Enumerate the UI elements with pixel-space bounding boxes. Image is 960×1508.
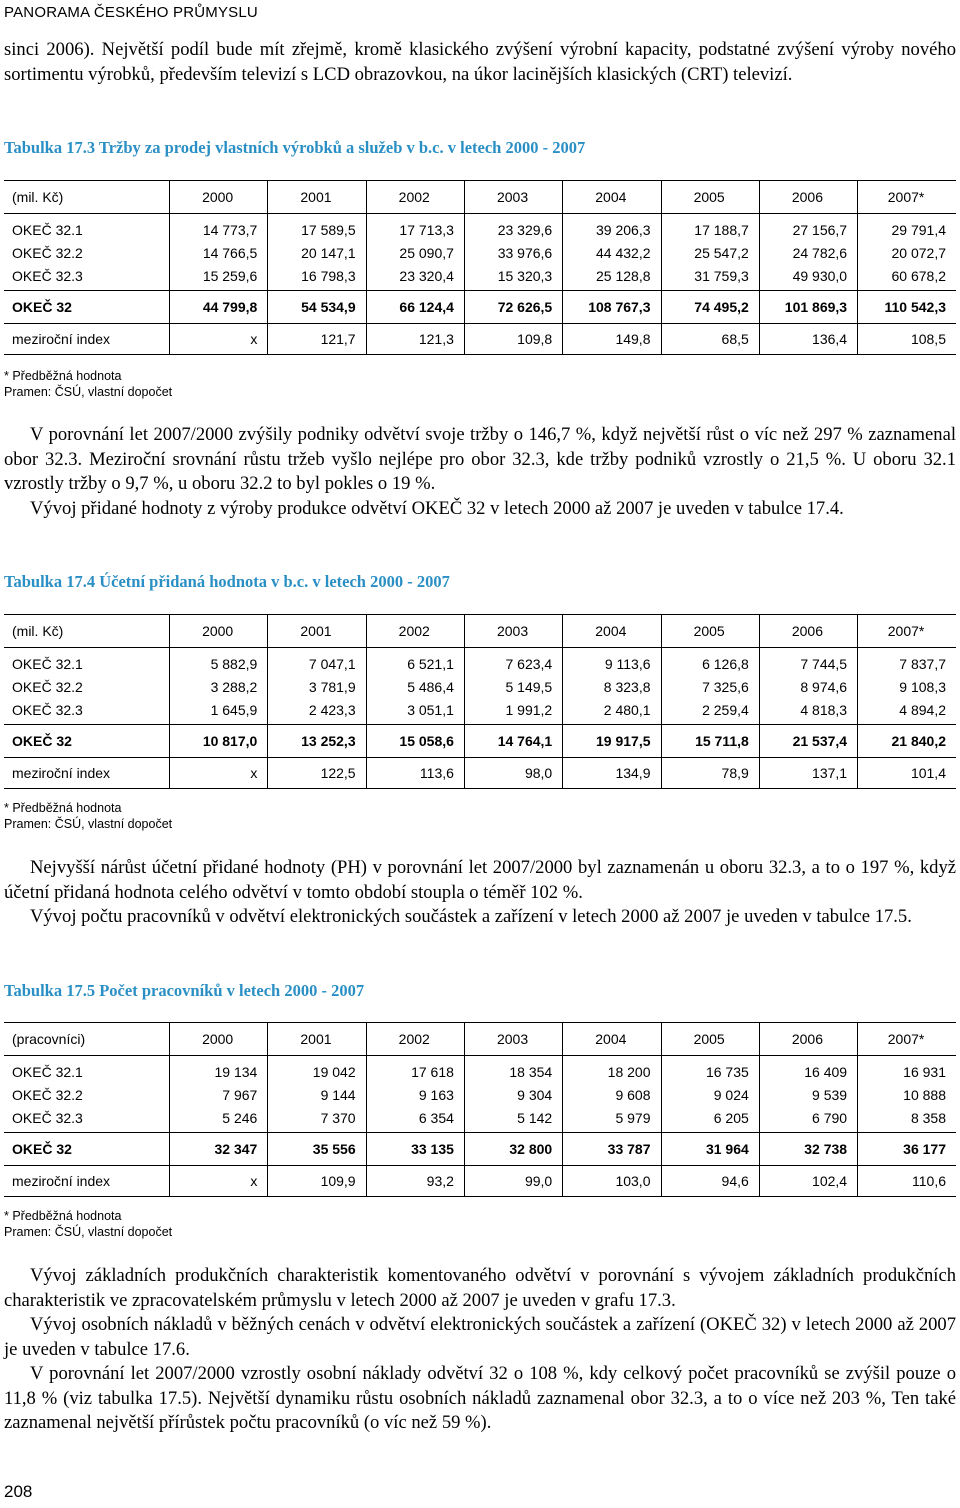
value-cell: 2 423,3: [268, 698, 366, 721]
value-cell: 18 200: [563, 1060, 661, 1083]
value-cell: 39 206,3: [563, 218, 661, 241]
value-cell: 33 976,6: [464, 241, 562, 264]
value-cell: 7 837,7: [858, 652, 956, 675]
row-label: meziroční index: [4, 324, 170, 355]
value-cell: 1 991,2: [464, 698, 562, 721]
total-cell: 32 800: [464, 1133, 562, 1166]
year-header: 2002: [366, 1023, 464, 1056]
year-header: 2000: [170, 181, 268, 214]
year-header: 2004: [563, 615, 661, 648]
index-cell: 99,0: [464, 1166, 562, 1197]
index-cell: 68,5: [661, 324, 759, 355]
table-17-3-notes: [4, 368, 172, 400]
value-cell: 14 773,7: [170, 218, 268, 241]
paragraph-block-3: [4, 1264, 956, 1436]
value-cell: 23 329,6: [464, 218, 562, 241]
year-header: 2005: [661, 1023, 759, 1056]
row-label: meziroční index: [4, 758, 170, 789]
total-cell: 32 347: [170, 1133, 268, 1166]
value-cell: 1 645,9: [170, 698, 268, 721]
total-cell: 33 787: [563, 1133, 661, 1166]
total-cell: 21 840,2: [858, 725, 956, 758]
year-header: 2007*: [858, 181, 956, 214]
paragraph-block-1: [4, 423, 956, 521]
index-cell: x: [170, 1166, 268, 1197]
year-header: 2004: [563, 1023, 661, 1056]
year-header: 2003: [464, 1023, 562, 1056]
index-cell: 109,8: [464, 324, 562, 355]
year-header: 2005: [661, 615, 759, 648]
unit-label: (mil. Kč): [4, 615, 170, 648]
value-cell: 2 480,1: [563, 698, 661, 721]
value-cell: 7 623,4: [464, 652, 562, 675]
paragraph-personnel-costs-growth: V porovnání let 2007/2000 vzrostly osobní náklady odvětví 32 o 108 %, kdy celkový počet pracovníků se zvýšil pouze o 11,8 % (viz tabulka 17.5). Největší dynamiku růstu osobních nákladů zaznamenal obor 32.3, a to o více než 203 %, Ten také zaznamenal největší přírůstek počtu pracovníků (o víc než 59 %).: [4, 1363, 956, 1433]
row-label: OKEČ 32.2: [12, 244, 83, 261]
total-cell: 14 764,1: [464, 725, 562, 758]
total-cell: 110 542,3: [858, 291, 956, 324]
value-cell: 6 126,8: [661, 652, 759, 675]
paragraph-sales-comparison: V porovnání let 2007/2000 zvýšily podniky odvětví svoje tržby o 146,7 %, když největší růst o víc než 297 % zaznamenal obor 32.3. Meziroční srovnání růstu tržeb vyšlo nejlépe pro obor 32.3, kde tržby podniků vzrostly o 21,5 %. U oboru 32.1 vzrostly tržby o 9,7 %, u oboru 32.2 to byl pokles o 19 %.: [4, 424, 956, 494]
value-cell: 7 744,5: [759, 652, 857, 675]
index-cell: 134,9: [563, 758, 661, 789]
value-cell: 25 128,8: [563, 264, 661, 287]
table-17-4-caption: Tabulka 17.4 Účetní přidaná hodnota v b.c. v letech 2000 - 2007: [4, 572, 450, 591]
value-cell: 9 108,3: [858, 675, 956, 698]
index-cell: 103,0: [563, 1166, 661, 1197]
row-label: OKEČ 32.2: [12, 678, 83, 695]
year-header: 2002: [366, 615, 464, 648]
total-cell: 72 626,5: [464, 291, 562, 324]
value-cell: 19 134: [170, 1060, 268, 1083]
year-header: 2001: [268, 615, 366, 648]
value-cell: 9 144: [268, 1083, 366, 1106]
source-note: Pramen: ČSÚ, vlastní dopočet: [4, 1225, 173, 1239]
value-cell: 3 781,9: [268, 675, 366, 698]
value-cell: 15 259,6: [170, 264, 268, 287]
total-row: [4, 725, 956, 758]
row-label: OKEČ 32.1: [12, 1063, 83, 1080]
row-label: OKEČ 32.1: [12, 221, 83, 238]
year-header: 2007*: [858, 1023, 956, 1056]
running-header: PANORAMA ČESKÉHO PRŮMYSLU: [4, 4, 258, 21]
year-header: 2005: [661, 181, 759, 214]
total-cell: 21 537,4: [759, 725, 857, 758]
year-header: 2000: [170, 1023, 268, 1056]
total-cell: 36 177: [858, 1133, 956, 1166]
index-cell: 121,7: [268, 324, 366, 355]
year-header: 2002: [366, 181, 464, 214]
year-header: 2004: [563, 181, 661, 214]
value-cell: 31 759,3: [661, 264, 759, 287]
table-row: [4, 218, 956, 241]
value-cell: 6 205: [661, 1106, 759, 1129]
table-row: [4, 1083, 956, 1106]
paragraph-personnel-costs-ref: Vývoj osobních nákladů v běžných cenách v odvětví elektronických součástek a zařízení (OKEČ 32) v letech 2000 až 2007 je uveden v tabulce 17.6.: [4, 1314, 956, 1360]
value-cell: 2 259,4: [661, 698, 759, 721]
row-label: OKEČ 32: [4, 725, 170, 758]
table-17-3-caption: Tabulka 17.3 Tržby za prodej vlastních výrobků a služeb v b.c. v letech 2000 - 2007: [4, 138, 586, 157]
value-cell: 9 539: [759, 1083, 857, 1106]
value-cell: 15 320,3: [464, 264, 562, 287]
row-label: meziroční index: [4, 1166, 170, 1197]
value-cell: 60 678,2: [858, 264, 956, 287]
total-cell: 74 495,2: [661, 291, 759, 324]
index-cell: 98,0: [464, 758, 562, 789]
paragraph-added-value-growth: Nejvyšší nárůst účetní přidané hodnoty (PH) v porovnání let 2007/2000 byl zaznamenán u oboru 32.3, a to o 197 %, když účetní přidaná hodnota celého odvětví v tomto období stoupla o téměř 102 %.: [4, 857, 956, 903]
row-label: OKEČ 32.1: [12, 655, 83, 672]
page-number: 208: [4, 1482, 33, 1501]
header-row: [4, 1023, 956, 1056]
value-cell: 20 072,7: [858, 241, 956, 264]
total-row: [4, 1133, 956, 1166]
index-cell: 93,2: [366, 1166, 464, 1197]
total-cell: 66 124,4: [366, 291, 464, 324]
value-cell: 5 979: [563, 1106, 661, 1129]
value-cell: 19 042: [268, 1060, 366, 1083]
value-cell: 9 024: [661, 1083, 759, 1106]
year-header: 2006: [759, 1023, 857, 1056]
total-cell: 44 799,8: [170, 291, 268, 324]
table-17-4: [4, 614, 956, 789]
row-label: OKEČ 32.2: [12, 1086, 83, 1103]
index-row: [4, 1166, 956, 1197]
year-header: 2006: [759, 181, 857, 214]
table-row: [4, 1106, 956, 1129]
year-header: 2007*: [858, 615, 956, 648]
index-cell: 122,5: [268, 758, 366, 789]
value-cell: 7 047,1: [268, 652, 366, 675]
total-cell: 15 711,8: [661, 725, 759, 758]
value-cell: 6 521,1: [366, 652, 464, 675]
unit-label: (pracovníci): [4, 1023, 170, 1056]
index-cell: 109,9: [268, 1166, 366, 1197]
value-cell: 14 766,5: [170, 241, 268, 264]
index-cell: x: [170, 758, 268, 789]
total-row: [4, 291, 956, 324]
table-row: [4, 241, 956, 264]
table-17-5: [4, 1022, 956, 1197]
index-row: [4, 324, 956, 355]
preliminary-note: * Předběžná hodnota: [4, 1209, 122, 1223]
value-cell: 27 156,7: [759, 218, 857, 241]
value-cell: 16 735: [661, 1060, 759, 1083]
value-cell: 17 589,5: [268, 218, 366, 241]
value-cell: 23 320,4: [366, 264, 464, 287]
value-cell: 9 113,6: [563, 652, 661, 675]
index-cell: 108,5: [858, 324, 956, 355]
value-cell: 17 713,3: [366, 218, 464, 241]
value-cell: 16 931: [858, 1060, 956, 1083]
index-cell: 102,4: [759, 1166, 857, 1197]
paragraph-intro: sinci 2006). Největší podíl bude mít zřejmě, kromě klasického zvýšení výrobní kapacity, podstatné zvýšení výroby nového sortimentu výrobků, především televizí s LCD obrazovkou, na úkor lacinějších klasických (CRT) televizí.: [4, 39, 956, 85]
source-note: Pramen: ČSÚ, vlastní dopočet: [4, 817, 173, 831]
value-cell: 7 967: [170, 1083, 268, 1106]
year-header: 2001: [268, 181, 366, 214]
value-cell: 5 882,9: [170, 652, 268, 675]
value-cell: 17 618: [366, 1060, 464, 1083]
year-header: 2000: [170, 615, 268, 648]
index-cell: 78,9: [661, 758, 759, 789]
value-cell: 5 486,4: [366, 675, 464, 698]
row-label: OKEČ 32.3: [12, 701, 83, 718]
value-cell: 44 432,2: [563, 241, 661, 264]
total-cell: 101 869,3: [759, 291, 857, 324]
index-cell: 149,8: [563, 324, 661, 355]
total-cell: 15 058,6: [366, 725, 464, 758]
value-cell: 6 354: [366, 1106, 464, 1129]
table-17-5-caption: Tabulka 17.5 Počet pracovníků v letech 2000 - 2007: [4, 981, 365, 1000]
value-cell: 49 930,0: [759, 264, 857, 287]
table-17-3: [4, 180, 956, 355]
value-cell: 4 894,2: [858, 698, 956, 721]
row-label: OKEČ 32.3: [12, 267, 83, 284]
unit-label: (mil. Kč): [4, 181, 170, 214]
value-cell: 7 370: [268, 1106, 366, 1129]
index-cell: x: [170, 324, 268, 355]
index-cell: 94,6: [661, 1166, 759, 1197]
preliminary-note: * Předběžná hodnota: [4, 369, 122, 383]
total-cell: 31 964: [661, 1133, 759, 1166]
index-cell: 110,6: [858, 1166, 956, 1197]
year-header: 2001: [268, 1023, 366, 1056]
value-cell: 25 547,2: [661, 241, 759, 264]
value-cell: 8 974,6: [759, 675, 857, 698]
value-cell: 9 608: [563, 1083, 661, 1106]
row-label: OKEČ 32: [4, 1133, 170, 1166]
table-17-4-notes: [4, 800, 172, 832]
row-label: OKEČ 32: [4, 291, 170, 324]
value-cell: 24 782,6: [759, 241, 857, 264]
header-row: [4, 181, 956, 214]
year-header: 2003: [464, 181, 562, 214]
value-cell: 10 888: [858, 1083, 956, 1106]
table-row: [4, 698, 956, 721]
paragraph-added-value-ref: Vývoj přidané hodnoty z výroby produkce odvětví OKEČ 32 v letech 2000 až 2007 je uveden v tabulce 17.4.: [30, 497, 844, 519]
value-cell: 3 051,1: [366, 698, 464, 721]
year-header: 2003: [464, 615, 562, 648]
index-cell: 113,6: [366, 758, 464, 789]
table-row: [4, 1060, 956, 1083]
row-label: OKEČ 32.3: [12, 1109, 83, 1126]
value-cell: 3 288,2: [170, 675, 268, 698]
total-cell: 10 817,0: [170, 725, 268, 758]
table-row: [4, 652, 956, 675]
year-header: 2006: [759, 615, 857, 648]
value-cell: 9 304: [464, 1083, 562, 1106]
value-cell: 9 163: [366, 1083, 464, 1106]
source-note: Pramen: ČSÚ, vlastní dopočet: [4, 385, 173, 399]
value-cell: 5 246: [170, 1106, 268, 1129]
value-cell: 16 798,3: [268, 264, 366, 287]
index-row: [4, 758, 956, 789]
value-cell: 20 147,1: [268, 241, 366, 264]
paragraph-characteristics: Vývoj základních produkčních charakteristik komentovaného odvětví v porovnání s vývojem základních produkčních charakteristik ve zpracovatelském průmyslu v letech 2000 až 2007 je uveden v grafu 17.3.: [4, 1265, 956, 1311]
value-cell: 18 354: [464, 1060, 562, 1083]
value-cell: 5 142: [464, 1106, 562, 1129]
index-cell: 121,3: [366, 324, 464, 355]
value-cell: 25 090,7: [366, 241, 464, 264]
value-cell: 8 323,8: [563, 675, 661, 698]
total-cell: 33 135: [366, 1133, 464, 1166]
value-cell: 8 358: [858, 1106, 956, 1129]
value-cell: 17 188,7: [661, 218, 759, 241]
paragraph-employees-ref: Vývoj počtu pracovníků v odvětví elektronických součástek a zařízení v letech 2000 až 2007 je uveden v tabulce 17.5.: [30, 906, 912, 927]
total-cell: 54 534,9: [268, 291, 366, 324]
preliminary-note: * Předběžná hodnota: [4, 801, 122, 815]
value-cell: 16 409: [759, 1060, 857, 1083]
value-cell: 6 790: [759, 1106, 857, 1129]
total-cell: 108 767,3: [563, 291, 661, 324]
value-cell: 29 791,4: [858, 218, 956, 241]
value-cell: 7 325,6: [661, 675, 759, 698]
total-cell: 35 556: [268, 1133, 366, 1166]
table-row: [4, 264, 956, 287]
index-cell: 137,1: [759, 758, 857, 789]
index-cell: 136,4: [759, 324, 857, 355]
paragraph-block-2: [4, 856, 956, 930]
header-row: [4, 615, 956, 648]
total-cell: 13 252,3: [268, 725, 366, 758]
total-cell: 19 917,5: [563, 725, 661, 758]
table-row: [4, 675, 956, 698]
total-cell: 32 738: [759, 1133, 857, 1166]
value-cell: 5 149,5: [464, 675, 562, 698]
table-17-5-notes: [4, 1208, 172, 1240]
index-cell: 101,4: [858, 758, 956, 789]
value-cell: 4 818,3: [759, 698, 857, 721]
